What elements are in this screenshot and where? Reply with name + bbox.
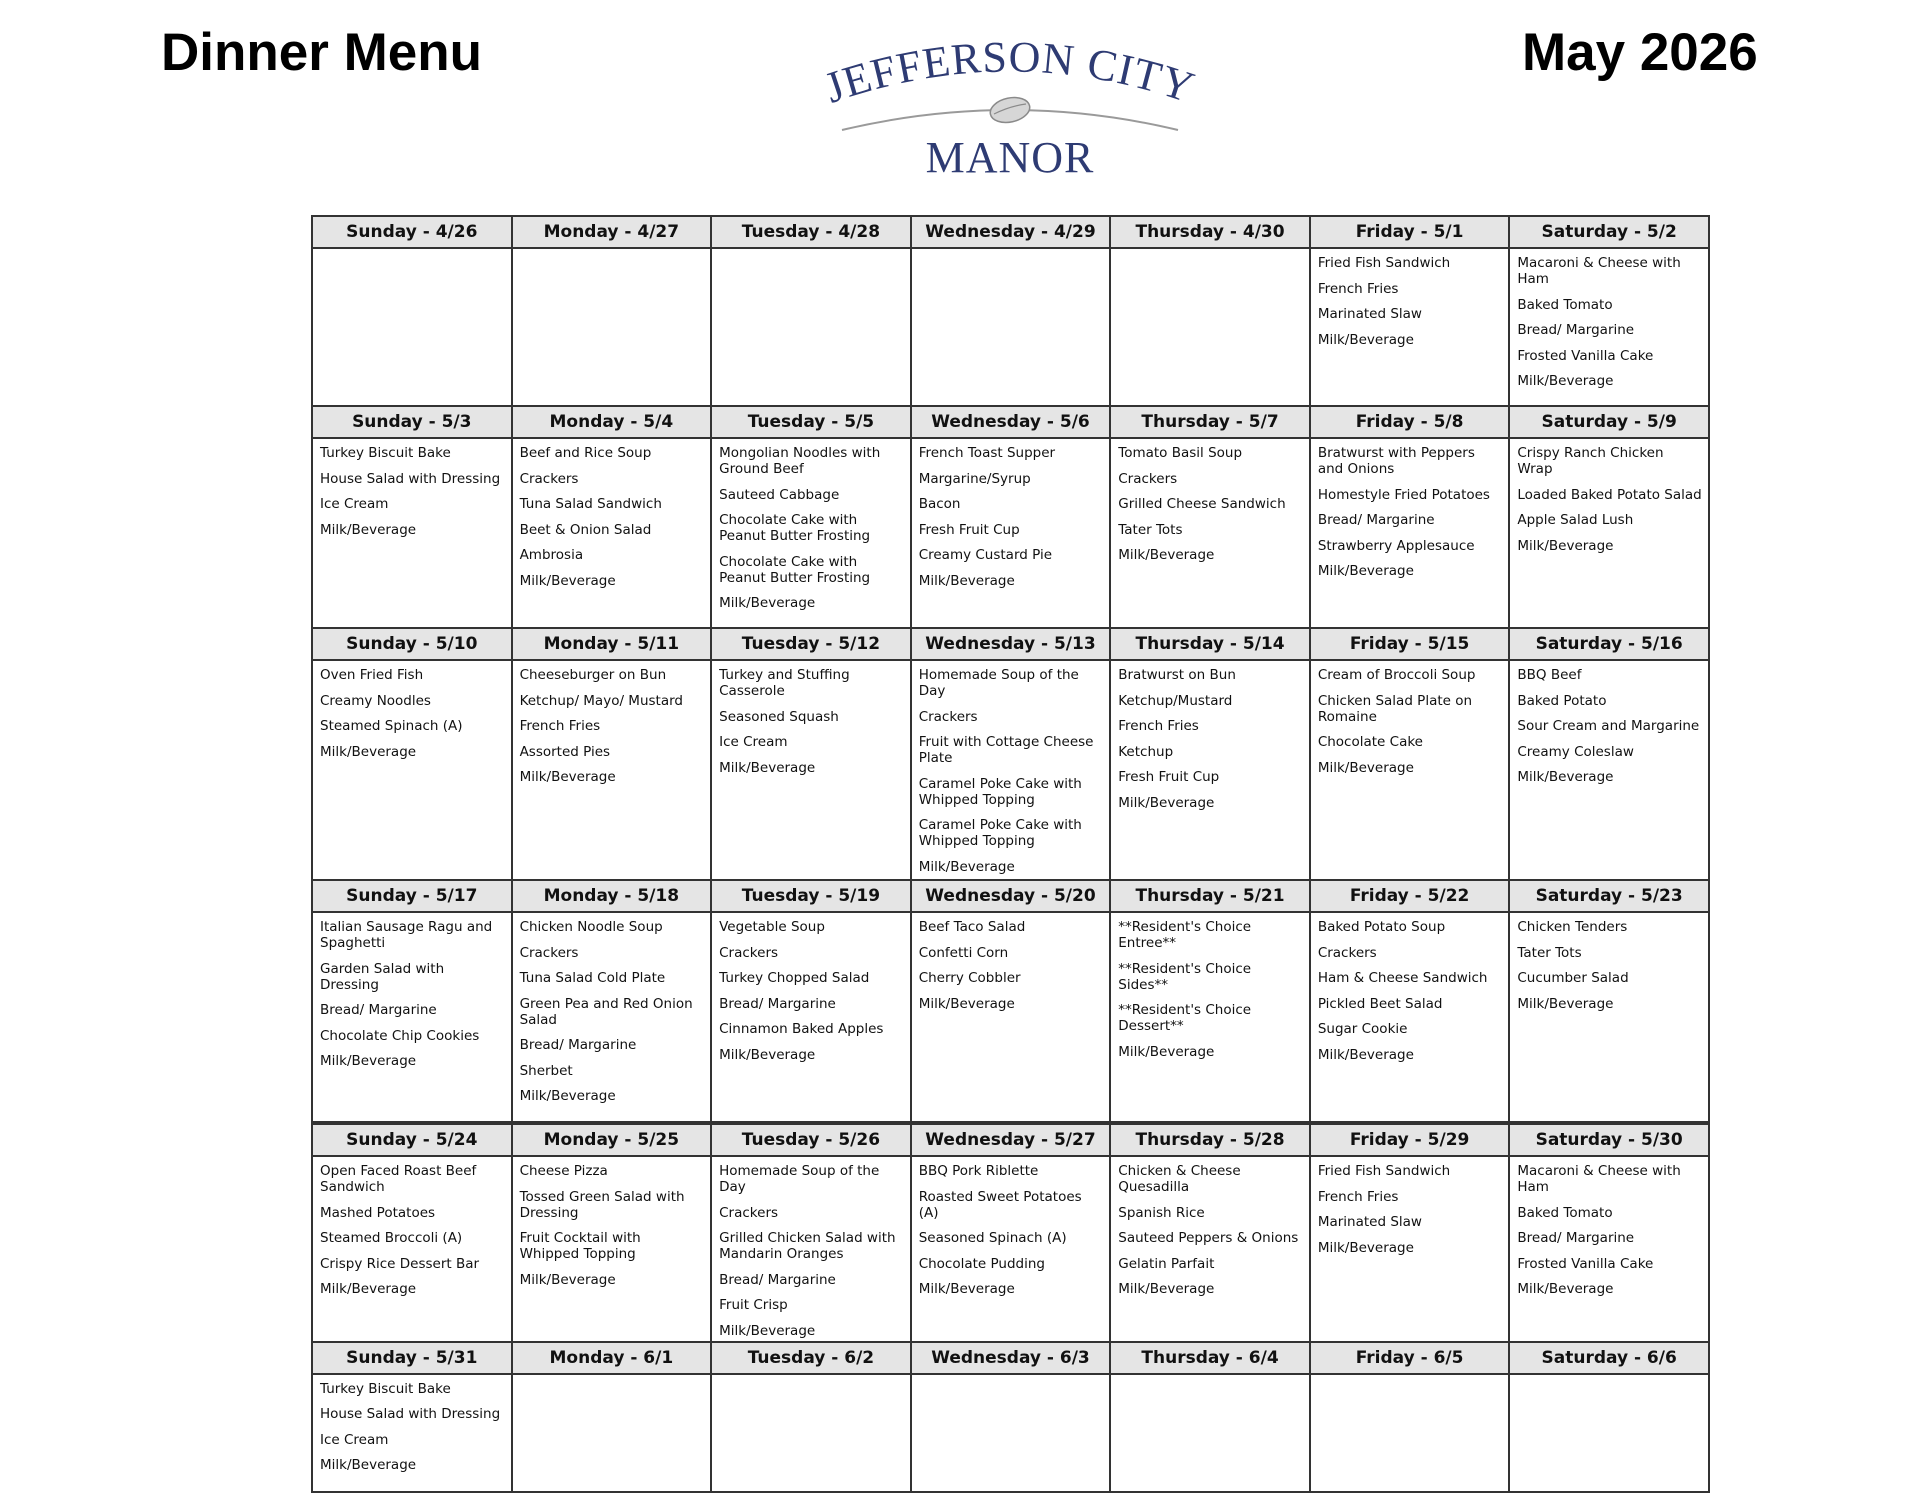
- day-header: Saturday - 6/6: [1509, 1342, 1709, 1374]
- week-menu-row: [312, 248, 1709, 406]
- menu-item: Seasoned Spinach (A): [918, 1230, 1067, 1246]
- day-menu-cell: [711, 248, 911, 406]
- menu-item: Ketchup/Mustard: [1118, 692, 1233, 709]
- week-header-row: [312, 628, 1709, 660]
- day-menu-cell: [1110, 660, 1310, 880]
- menu-item: Fried Fish Sandwich: [1317, 255, 1451, 271]
- day-menu-cell: [312, 248, 512, 406]
- day-header: Friday - 6/5: [1310, 1342, 1510, 1374]
- menu-item: Fruit Cocktail with Whipped Topping: [519, 1230, 641, 1262]
- month-label: May 2026: [1522, 23, 1758, 82]
- menu-item: Creamy Coleslaw: [1517, 743, 1634, 760]
- day-header: Saturday - 5/23: [1509, 880, 1709, 912]
- menu-item: Bread/ Margarine: [719, 1271, 836, 1288]
- day-header: Thursday - 5/28: [1110, 1124, 1310, 1156]
- day-menu-cell: [711, 1374, 911, 1492]
- leaf-icon: [988, 94, 1032, 126]
- day-menu-cell: [1310, 438, 1510, 628]
- menu-item: Turkey Biscuit Bake: [320, 445, 451, 461]
- logo: [800, 30, 1220, 180]
- day-menu-cell: [1110, 438, 1310, 628]
- day-header: Sunday - 5/10: [312, 628, 512, 660]
- menu-item: Baked Potato Soup: [1317, 919, 1446, 935]
- menu-item: Ice Cream: [320, 496, 389, 512]
- logo-line1: JEFFERSON CITY: [818, 32, 1201, 113]
- menu-item: Beet & Onion Salad: [519, 521, 652, 538]
- day-menu-cell: [1310, 912, 1510, 1122]
- logo-line2: MANOR: [925, 133, 1095, 180]
- menu-item: Vegetable Soup: [719, 919, 825, 935]
- menu-item: Bratwurst with Peppers and Onions: [1317, 445, 1475, 477]
- day-header: Wednesday - 5/13: [911, 628, 1111, 660]
- menu-item: Marinated Slaw: [1317, 1214, 1422, 1230]
- menu-item: Marinated Slaw: [1317, 306, 1422, 322]
- day-menu-cell: [1310, 1374, 1510, 1492]
- menu-item: Oven Fried Fish: [320, 667, 424, 683]
- menu-item: Bread/ Margarine: [1517, 322, 1635, 338]
- menu-item: Steamed Broccoli (A): [320, 1230, 463, 1246]
- day-header: Friday - 5/15: [1310, 628, 1510, 660]
- week-menu-row: [312, 660, 1709, 880]
- menu-item: Sauteed Peppers & Onions: [1118, 1230, 1299, 1246]
- menu-item: Baked Tomato: [1517, 296, 1613, 313]
- menu-item: Milk/Beverage: [1517, 373, 1614, 389]
- menu-item: Crackers: [719, 944, 779, 961]
- menu-item: Milk/Beverage: [519, 1271, 616, 1288]
- day-menu-cell: [512, 1156, 712, 1342]
- menu-item: Turkey and Stuffing Casserole: [719, 667, 850, 699]
- menu-item: Milk/Beverage: [1118, 1281, 1215, 1297]
- day-header: Thursday - 5/21: [1110, 880, 1310, 912]
- day-header: Tuesday - 6/2: [711, 1342, 911, 1374]
- day-menu-cell: [1509, 660, 1709, 880]
- menu-item: Milk/Beverage: [719, 1046, 816, 1063]
- day-header: Wednesday - 4/29: [911, 216, 1111, 248]
- menu-item: French Fries: [1317, 280, 1399, 297]
- day-menu-cell: [1509, 248, 1709, 406]
- menu-item: Tossed Green Salad with Dressing: [519, 1188, 685, 1221]
- day-menu-cell: [512, 1374, 712, 1492]
- menu-item: Chicken Salad Plate on Romaine: [1317, 692, 1473, 725]
- menu-item: Milk/Beverage: [719, 759, 816, 776]
- week-menu-row: [312, 1374, 1709, 1492]
- menu-item: Ketchup/ Mayo/ Mustard: [519, 692, 683, 709]
- day-menu-cell: [312, 438, 512, 628]
- menu-item: Mashed Potatoes: [320, 1204, 436, 1221]
- menu-item: French Fries: [1317, 1188, 1399, 1205]
- menu-item: Spanish Rice: [1118, 1204, 1205, 1221]
- day-header: Thursday - 5/7: [1110, 406, 1310, 438]
- day-header: Sunday - 5/3: [312, 406, 512, 438]
- menu-item: Chicken Noodle Soup: [519, 919, 663, 935]
- menu-item: Milk/Beverage: [1118, 1043, 1215, 1060]
- menu-item: Baked Tomato: [1517, 1204, 1613, 1221]
- menu-item: Fresh Fruit Cup: [1118, 769, 1220, 785]
- menu-item: Macaroni & Cheese with Ham: [1517, 255, 1681, 287]
- page-title: Dinner Menu: [161, 23, 482, 82]
- day-header: Friday - 5/29: [1310, 1124, 1510, 1156]
- day-header: Saturday - 5/9: [1509, 406, 1709, 438]
- menu-item: Roasted Sweet Potatoes (A): [918, 1188, 1082, 1221]
- menu-item: Italian Sausage Ragu and Spaghetti: [320, 919, 493, 951]
- menu-item: BBQ Beef: [1517, 667, 1582, 683]
- day-header: Tuesday - 5/12: [711, 628, 911, 660]
- menu-calendar-weeks-5-6: [311, 1123, 1710, 1493]
- menu-item: Fruit Crisp: [719, 1297, 788, 1313]
- menu-item: **Resident's Choice Sides**: [1118, 960, 1252, 993]
- day-header: Monday - 6/1: [512, 1342, 712, 1374]
- menu-item: Baked Potato: [1517, 692, 1607, 709]
- day-header: Wednesday - 5/6: [911, 406, 1111, 438]
- day-header: Sunday - 4/26: [312, 216, 512, 248]
- menu-item: Homemade Soup of the Day: [918, 667, 1079, 699]
- day-header: Friday - 5/1: [1310, 216, 1510, 248]
- menu-item: Frosted Vanilla Cake: [1517, 347, 1654, 364]
- menu-item: Milk/Beverage: [1118, 547, 1215, 563]
- menu-item: Milk/Beverage: [320, 1457, 417, 1473]
- menu-item: Ketchup: [1118, 743, 1174, 760]
- menu-item: Tater Tots: [1118, 521, 1183, 538]
- menu-item: Milk/Beverage: [719, 1322, 816, 1339]
- menu-item: Sour Cream and Margarine: [1517, 718, 1700, 734]
- menu-item: Bread/ Margarine: [519, 1037, 637, 1053]
- menu-item: Grilled Chicken Salad with Mandarin Oranges: [719, 1230, 896, 1262]
- menu-item: Open Faced Roast Beef Sandwich: [320, 1163, 477, 1195]
- day-menu-cell: [512, 912, 712, 1122]
- menu-item: Crackers: [918, 708, 978, 725]
- week-header-row: [312, 1124, 1709, 1156]
- menu-item: Milk/Beverage: [1517, 1281, 1614, 1297]
- menu-item: Creamy Noodles: [320, 692, 431, 709]
- day-header: Wednesday - 5/27: [911, 1124, 1111, 1156]
- menu-item: Cherry Cobbler: [918, 970, 1021, 986]
- day-menu-cell: [1110, 248, 1310, 406]
- day-menu-cell: [711, 438, 911, 628]
- menu-item: French Fries: [1118, 718, 1199, 734]
- menu-item: Ham & Cheese Sandwich: [1317, 970, 1488, 986]
- menu-item: Ice Cream: [320, 1431, 389, 1448]
- day-header: Tuesday - 4/28: [711, 216, 911, 248]
- day-menu-cell: [1110, 1374, 1310, 1492]
- menu-item: **Resident's Choice Entree**: [1118, 919, 1252, 951]
- menu-item: Milk/Beverage: [519, 1088, 616, 1104]
- menu-item: Milk/Beverage: [918, 1281, 1015, 1297]
- day-menu-cell: [312, 1374, 512, 1492]
- week-menu-row: [312, 912, 1709, 1122]
- menu-item: Chocolate Cake with Peanut Butter Frosting: [719, 512, 871, 544]
- day-header: Wednesday - 6/3: [911, 1342, 1111, 1374]
- menu-item: Caramel Poke Cake with Whipped Topping: [918, 817, 1082, 849]
- menu-item: Bread/ Margarine: [1317, 512, 1435, 528]
- menu-item: Green Pea and Red Onion Salad: [519, 995, 693, 1028]
- menu-item: House Salad with Dressing: [320, 470, 501, 487]
- day-header: Monday - 5/11: [512, 628, 712, 660]
- menu-item: Milk/Beverage: [1317, 759, 1414, 776]
- day-menu-cell: [1110, 1156, 1310, 1342]
- menu-item: Milk/Beverage: [519, 572, 616, 589]
- menu-item: Homemade Soup of the Day: [719, 1163, 880, 1195]
- menu-item: Bread/ Margarine: [719, 995, 836, 1012]
- day-menu-cell: [312, 912, 512, 1122]
- menu-item: Ambrosia: [519, 547, 584, 563]
- menu-item: Frosted Vanilla Cake: [1517, 1255, 1654, 1272]
- menu-item: **Resident's Choice Dessert**: [1118, 1002, 1252, 1034]
- menu-item: Milk/Beverage: [1517, 769, 1614, 785]
- menu-item: Strawberry Applesauce: [1317, 537, 1475, 554]
- menu-item: Tater Tots: [1517, 944, 1582, 961]
- day-menu-cell: [1509, 912, 1709, 1122]
- day-header: Thursday - 4/30: [1110, 216, 1310, 248]
- day-header: Monday - 4/27: [512, 216, 712, 248]
- menu-item: Sherbet: [519, 1062, 573, 1079]
- menu-calendar-weeks-1-4: [311, 215, 1710, 1123]
- menu-item: Chicken Tenders: [1517, 919, 1628, 935]
- menu-item: Garden Salad with Dressing: [320, 960, 445, 993]
- day-header: Tuesday - 5/19: [711, 880, 911, 912]
- menu-item: Beef and Rice Soup: [519, 445, 652, 461]
- menu-item: BBQ Pork Riblette: [918, 1163, 1039, 1179]
- day-header: Saturday - 5/16: [1509, 628, 1709, 660]
- day-menu-cell: [312, 660, 512, 880]
- day-menu-cell: [1509, 1374, 1709, 1492]
- menu-item: Gelatin Parfait: [1118, 1255, 1215, 1272]
- menu-item: Milk/Beverage: [320, 521, 417, 538]
- menu-item: Milk/Beverage: [1517, 537, 1614, 554]
- day-menu-cell: [911, 1374, 1111, 1492]
- menu-item: Mongolian Noodles with Ground Beef: [719, 445, 881, 477]
- day-menu-cell: [1310, 1156, 1510, 1342]
- day-header: Saturday - 5/30: [1509, 1124, 1709, 1156]
- day-menu-cell: [1509, 438, 1709, 628]
- menu-item: Milk/Beverage: [1517, 995, 1614, 1012]
- menu-item: Milk/Beverage: [918, 858, 1015, 875]
- day-menu-cell: [711, 1156, 911, 1342]
- menu-item: French Fries: [519, 718, 601, 734]
- menu-item: Milk/Beverage: [918, 995, 1015, 1012]
- day-menu-cell: [1310, 248, 1510, 406]
- day-header: Saturday - 5/2: [1509, 216, 1709, 248]
- menu-item: Chocolate Cake: [1317, 734, 1423, 750]
- menu-item: House Salad with Dressing: [320, 1406, 501, 1422]
- menu-item: Chocolate Chip Cookies: [320, 1027, 480, 1044]
- day-menu-cell: [711, 660, 911, 880]
- day-header: Thursday - 6/4: [1110, 1342, 1310, 1374]
- menu-item: Bacon: [918, 496, 961, 512]
- day-header: Monday - 5/4: [512, 406, 712, 438]
- day-header: Tuesday - 5/26: [711, 1124, 911, 1156]
- menu-item: Milk/Beverage: [320, 743, 417, 760]
- day-menu-cell: [1509, 1156, 1709, 1342]
- menu-item: Sauteed Cabbage: [719, 486, 840, 503]
- day-header: Sunday - 5/31: [312, 1342, 512, 1374]
- menu-item: Sugar Cookie: [1317, 1021, 1408, 1037]
- menu-item: Fresh Fruit Cup: [918, 521, 1020, 538]
- menu-item: Crispy Rice Dessert Bar: [320, 1255, 480, 1272]
- menu-item: Creamy Custard Pie: [918, 547, 1053, 563]
- day-header: Monday - 5/25: [512, 1124, 712, 1156]
- day-header: Friday - 5/8: [1310, 406, 1510, 438]
- menu-item: Tuna Salad Sandwich: [519, 496, 662, 512]
- menu-item: Loaded Baked Potato Salad: [1517, 486, 1702, 503]
- menu-item: Cheese Pizza: [519, 1163, 608, 1179]
- menu-item: French Toast Supper: [918, 445, 1056, 461]
- day-header: Sunday - 5/17: [312, 880, 512, 912]
- menu-item: Pickled Beet Salad: [1317, 995, 1443, 1012]
- menu-item: Caramel Poke Cake with Whipped Topping: [918, 775, 1082, 808]
- menu-item: Crispy Ranch Chicken Wrap: [1517, 445, 1664, 477]
- menu-item: Confetti Corn: [918, 944, 1009, 961]
- week-header-row: [312, 1342, 1709, 1374]
- menu-item: Turkey Chopped Salad: [719, 970, 870, 986]
- menu-item: Margarine/Syrup: [918, 470, 1031, 487]
- menu-item: Milk/Beverage: [519, 769, 616, 785]
- menu-item: Seasoned Squash: [719, 708, 839, 725]
- menu-item: Cream of Broccoli Soup: [1317, 667, 1476, 683]
- day-header: Wednesday - 5/20: [911, 880, 1111, 912]
- menu-item: Chocolate Pudding: [918, 1255, 1045, 1272]
- day-menu-cell: [1110, 912, 1310, 1122]
- day-header: Tuesday - 5/5: [711, 406, 911, 438]
- menu-item: Milk/Beverage: [1317, 1046, 1414, 1063]
- menu-item: Tuna Salad Cold Plate: [519, 970, 666, 986]
- menu-item: Beef Taco Salad: [918, 919, 1026, 935]
- week-header-row: [312, 216, 1709, 248]
- day-menu-cell: [512, 660, 712, 880]
- menu-item: Grilled Cheese Sandwich: [1118, 496, 1286, 512]
- menu-item: Cinnamon Baked Apples: [719, 1021, 884, 1037]
- day-header: Monday - 5/18: [512, 880, 712, 912]
- day-menu-cell: [911, 438, 1111, 628]
- day-menu-cell: [312, 1156, 512, 1342]
- menu-item: Milk/Beverage: [1118, 794, 1215, 811]
- week-menu-row: [312, 1156, 1709, 1342]
- menu-item: Milk/Beverage: [918, 572, 1015, 589]
- menu-item: Bread/ Margarine: [1517, 1230, 1635, 1246]
- day-menu-cell: [512, 438, 712, 628]
- day-menu-cell: [911, 248, 1111, 406]
- menu-item: Crackers: [1118, 470, 1178, 487]
- day-menu-cell: [1310, 660, 1510, 880]
- menu-item: Crackers: [1317, 944, 1377, 961]
- menu-item: Fruit with Cottage Cheese Plate: [918, 734, 1094, 766]
- menu-item: Milk/Beverage: [1317, 563, 1414, 579]
- day-menu-cell: [911, 660, 1111, 880]
- menu-item: Crackers: [519, 944, 579, 961]
- menu-item: Milk/Beverage: [320, 1281, 417, 1297]
- menu-item: Bratwurst on Bun: [1118, 667, 1236, 683]
- week-header-row: [312, 880, 1709, 912]
- menu-item: Milk/Beverage: [719, 595, 816, 611]
- menu-item: Chicken & Cheese Quesadilla: [1118, 1163, 1241, 1195]
- week-header-row: [312, 406, 1709, 438]
- menu-item: Milk/Beverage: [1317, 331, 1414, 348]
- day-menu-cell: [911, 912, 1111, 1122]
- day-menu-cell: [512, 248, 712, 406]
- day-header: Friday - 5/22: [1310, 880, 1510, 912]
- menu-item: Tomato Basil Soup: [1118, 445, 1243, 461]
- menu-item: Turkey Biscuit Bake: [320, 1380, 451, 1397]
- menu-item: Macaroni & Cheese with Ham: [1517, 1163, 1681, 1195]
- menu-item: Cucumber Salad: [1517, 970, 1629, 986]
- menu-item: Apple Salad Lush: [1517, 512, 1634, 528]
- menu-item: Milk/Beverage: [1317, 1239, 1414, 1256]
- menu-item: Chocolate Cake with Peanut Butter Frosting: [719, 553, 871, 586]
- menu-item: Milk/Beverage: [320, 1053, 417, 1069]
- menu-item: Homestyle Fried Potatoes: [1317, 486, 1490, 503]
- day-header: Thursday - 5/14: [1110, 628, 1310, 660]
- menu-item: Steamed Spinach (A): [320, 718, 463, 734]
- week-menu-row: [312, 438, 1709, 628]
- day-menu-cell: [911, 1156, 1111, 1342]
- day-header: Sunday - 5/24: [312, 1124, 512, 1156]
- menu-item: Crackers: [519, 470, 579, 487]
- menu-item: Bread/ Margarine: [320, 1002, 437, 1018]
- menu-item: Ice Cream: [719, 734, 788, 750]
- menu-item: Crackers: [719, 1204, 779, 1221]
- day-menu-cell: [711, 912, 911, 1122]
- menu-item: Assorted Pies: [519, 743, 611, 760]
- menu-item: Fried Fish Sandwich: [1317, 1163, 1451, 1179]
- menu-item: Cheeseburger on Bun: [519, 667, 667, 683]
